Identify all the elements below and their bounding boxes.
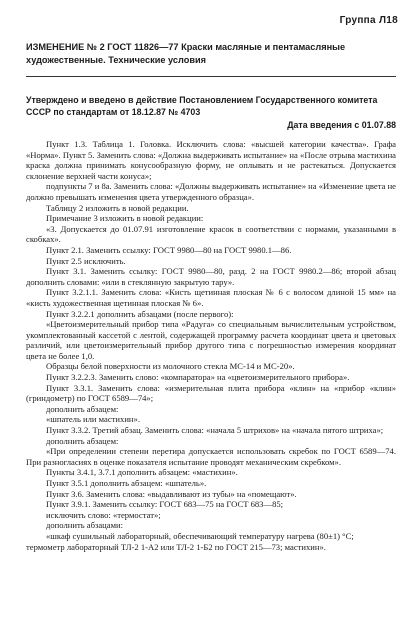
paragraph: Пункт 2.5 исключить.	[46, 255, 126, 266]
paragraph: Пункт 3.2.1.1. Заменить слова: «Кисть щетинная плоская № 6 с волосом длиной 15 мм» на «кисть художественная щетинная плоская № 6».	[26, 287, 396, 308]
paragraph: Пункт 3.3.1. Заменить слова: «измерительная плита прибора «клин» на «прибор «клин» (гриндометр) по ГОСТ 6589—74»;	[26, 382, 396, 404]
paragraph: Пункт 3.3.2. Третий абзац. Заменить слова: «начала 5 штрихов» на «начала пятого штриха»;	[46, 425, 384, 436]
paragraph: Пункты 3.4.1, 3.7.1 дополнить абзацем: «мастихин».	[46, 467, 238, 478]
paragraph: Пункт 1.3. Таблица 1. Головка. Исключить слова: «высшей категории качества». Графа «Норма». Пункт 5. Заменить слова: «Должна выдерживать испытание» на «После отрыва мастихина краска должна принимать конусообразную форму, не оплывать и не растекаться. Допускается склонение верхней части конуса»;	[26, 139, 396, 181]
paragraph: дополнить абзацем:	[46, 435, 119, 446]
paragraph: Образцы белой поверхности из молочного стекла МС-14 и МС-20».	[46, 361, 295, 372]
paragraph: Пункт 3.9.1. Заменить ссылку: ГОСТ 683—75 на ГОСТ 683—85;	[46, 499, 284, 510]
paragraph: Пункт 3.2.2.3. Заменить слово: «компаратора» на «цветоизмерительного прибора».	[46, 372, 350, 383]
paragraph: Таблицу 2 изложить в новой редакции.	[46, 202, 189, 213]
document-title: ИЗМЕНЕНИЕ № 2 ГОСТ 11826—77 Краски масляные и пентамасляные художественные. Технические условия	[26, 42, 346, 65]
document-body	[26, 139, 396, 552]
paragraph: дополнить абзацами:	[46, 520, 123, 531]
paragraph: Пункт 2.1. Заменить ссылку: ГОСТ 9980—80 на ГОСТ 9980.1—86.	[46, 244, 292, 255]
paragraph: термометр лабораторный ТЛ-2 1-А2 или ТЛ-2 1-Б2 по ГОСТ 215—73; мастихин».	[26, 541, 326, 552]
effective-date: Дата введения с 01.07.88	[287, 120, 396, 130]
paragraph: Пункт 3.2.2.1 дополнить абзацами (после первого):	[46, 308, 234, 319]
paragraph: Пункт 3.5.1 дополнить абзацем: «шпатель».	[46, 478, 207, 488]
paragraph: «3. Допускается до 01.07.91 изготовление красок в соответствии с нормами, указанными в скобках».	[26, 223, 396, 245]
paragraph: «шпатель или мастихин».	[46, 414, 140, 425]
paragraph: «шкаф сушильный лабораторный, обеспечивающий температуру нагрева (80±1) °С;	[46, 530, 354, 541]
paragraph: «При определении степени перетира допускается использовать скребок по ГОСТ 6589—74. При разногласиях в оценке показателя испытание проводят механическим скребком».	[26, 446, 396, 467]
paragraph: Пункт 3.1. Заменить ссылку: ГОСТ 9980—80, разд. 2 на ГОСТ 9980.2—86; второй абзац дополнить словами: «или в стеклянную закрытую тару».	[26, 266, 396, 287]
group-code: Группа Л18	[339, 15, 398, 26]
paragraph: исключить слово: «термостат»;	[46, 509, 161, 520]
approval-statement: Утверждено и введено в действие Постановлением Государственного комитета СССР по стандартам от 18.12.87 № 4703	[26, 95, 378, 117]
paragraph: Пункт 3.6. Заменить слова: «выдавливают из тубы» на «помещают».	[46, 488, 297, 499]
paragraph: дополнить абзацем:	[46, 403, 119, 414]
paragraph: подпункты 7 и 8а. Заменить слова: «Должны выдерживать испытание» на «Изменение цвета не должно превышать изменения цвета утвержденного образца».	[26, 181, 396, 202]
paragraph: Примечание 3 изложить в новой редакции:	[46, 213, 204, 224]
paragraph: «Цветоизмерительный прибор типа «Радуга» со специальным вычислительным устройством, укомплектованный кассетой с лентой, содержащей программу расчета координат цвета и цветовых различий, или цветоизмерительный прибор другого типа с погрешностью измерения координат цвета не более 1,0.	[26, 319, 396, 361]
divider	[26, 76, 396, 77]
